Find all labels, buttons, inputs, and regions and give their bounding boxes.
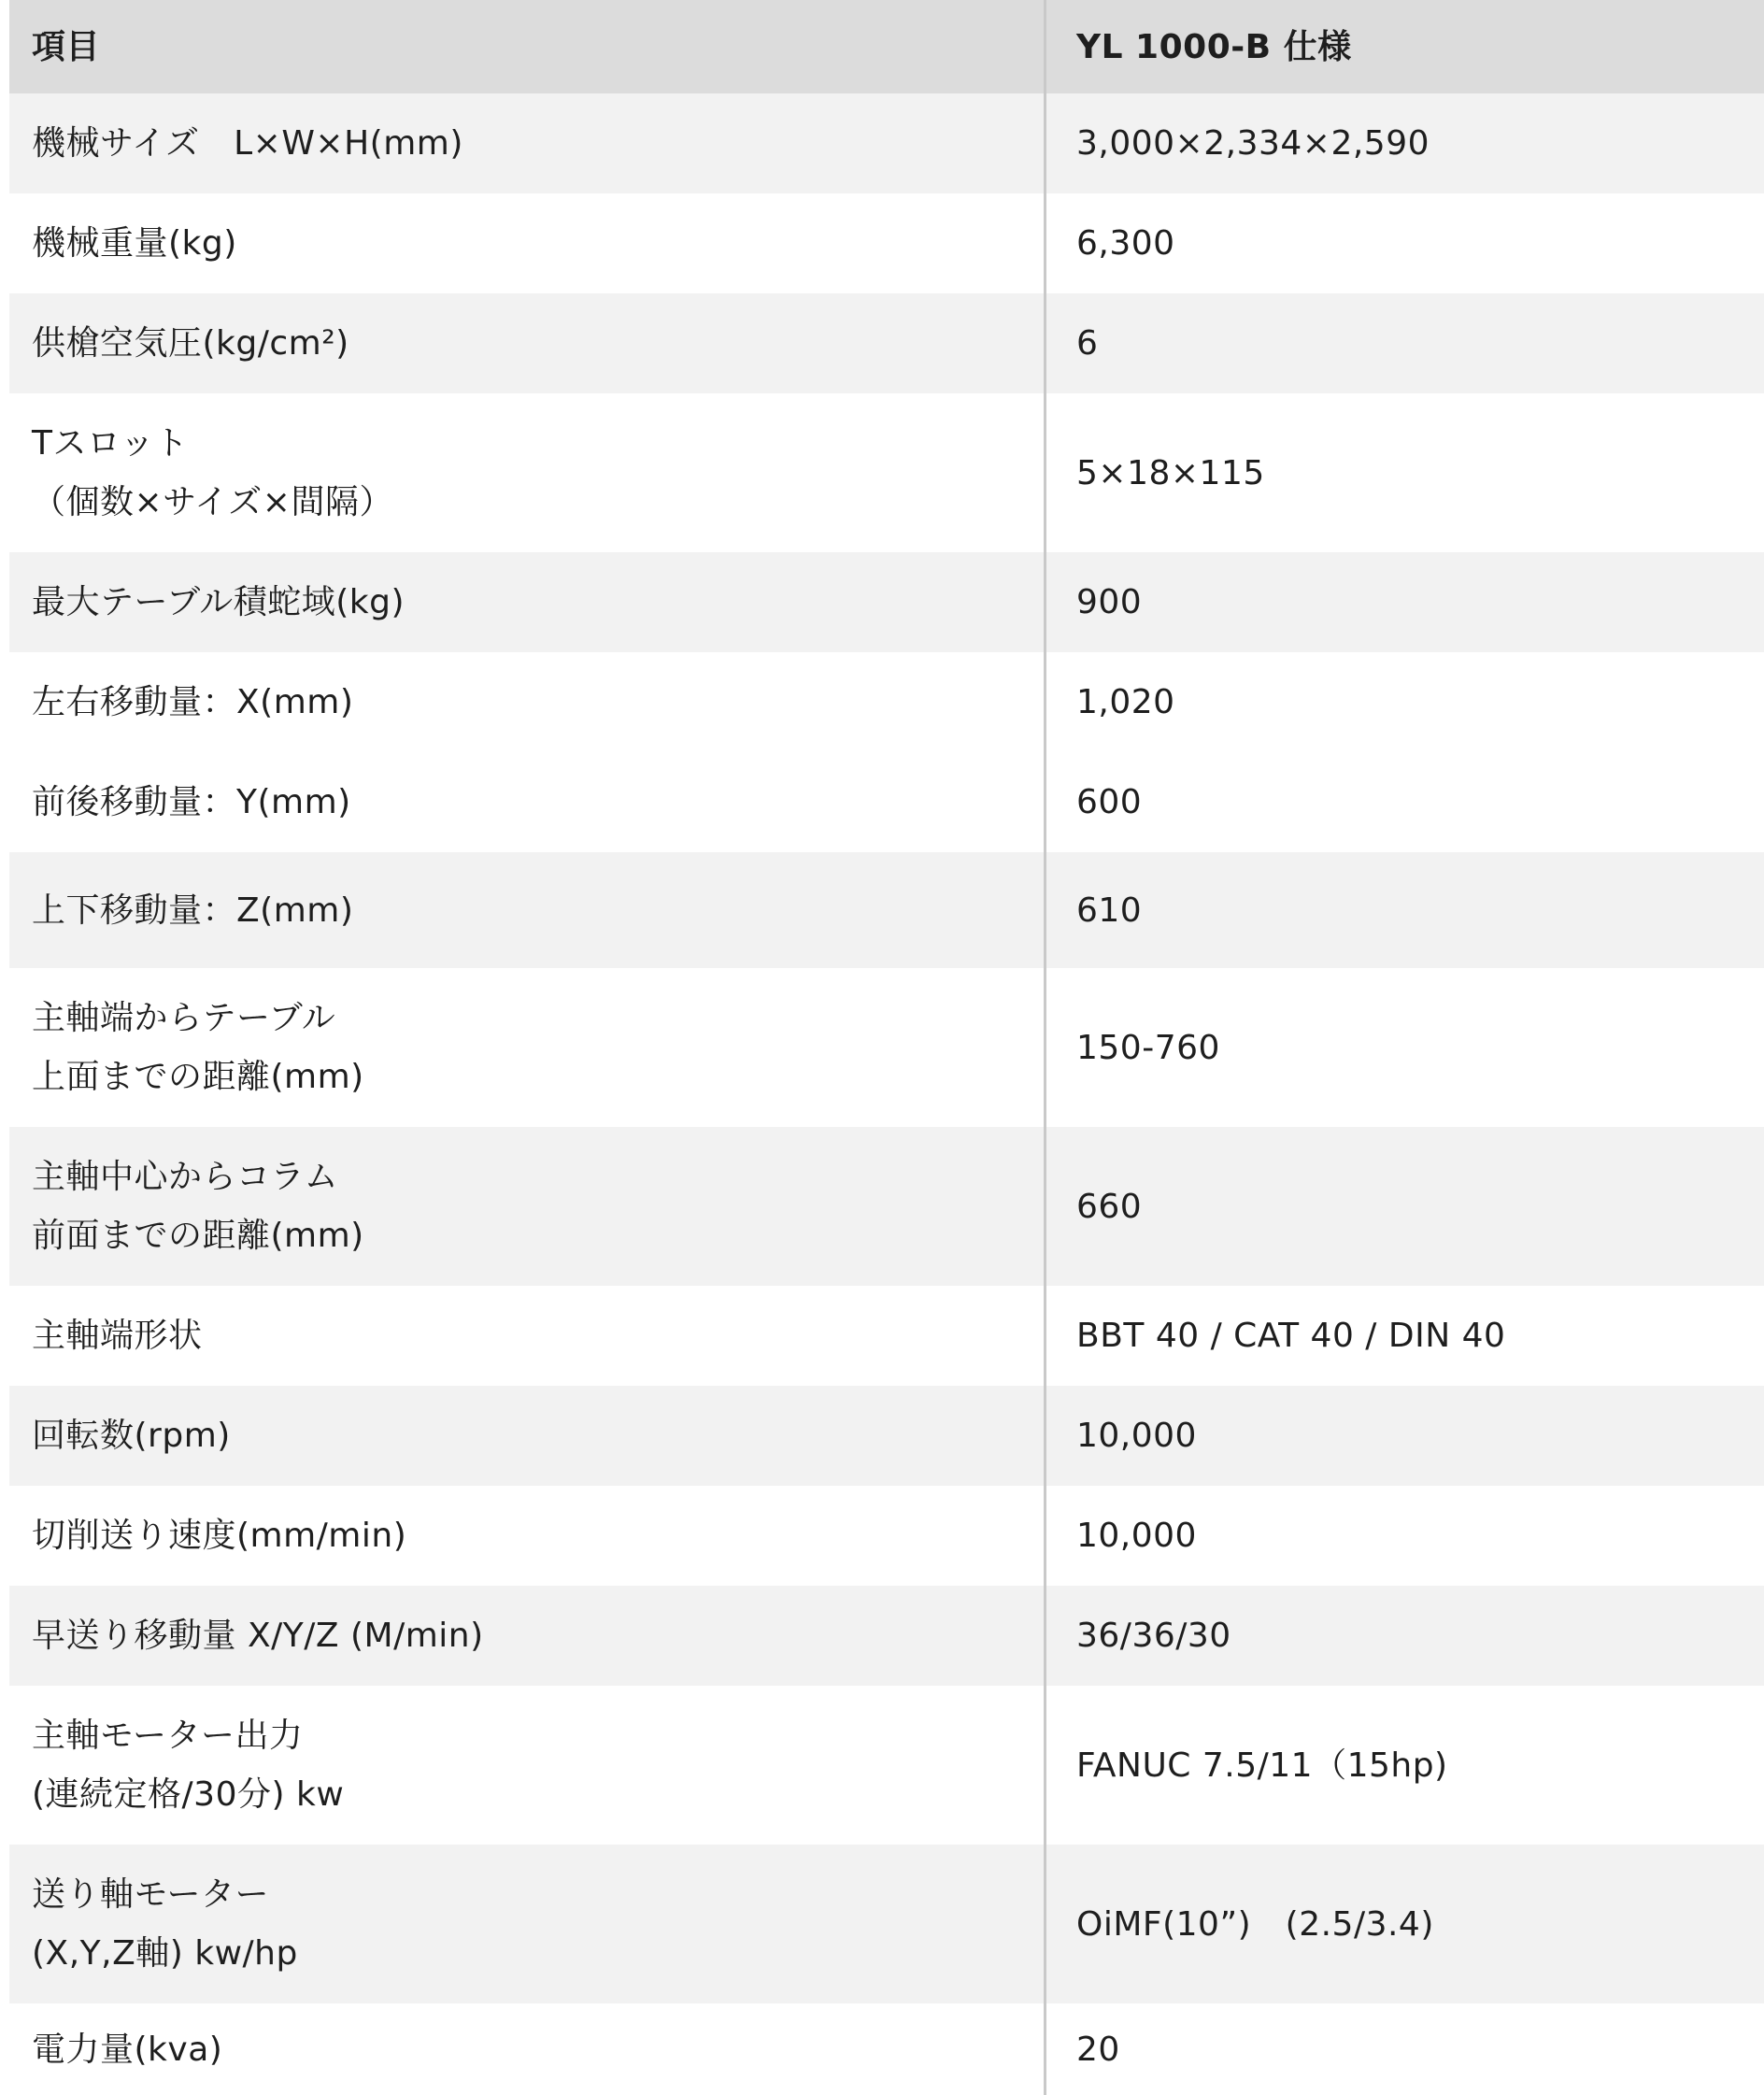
row-value: 3,000×2,334×2,590 [1046, 93, 1764, 193]
row-item [9, 1486, 1046, 1586]
row-item-line: 上下移動量：Z(mm) [32, 891, 354, 930]
row-value: 10,000 [1046, 1486, 1764, 1586]
row-item-line: （個数×サイズ×間隔） [32, 483, 393, 521]
row-item [9, 2003, 1046, 2095]
header-item: 項目 [9, 0, 1046, 93]
row-item [9, 968, 1046, 1127]
row-item [9, 752, 1046, 852]
row-value: 6,300 [1046, 193, 1764, 293]
row-item [9, 393, 1046, 552]
row-item [9, 1386, 1046, 1486]
row-value: OiMF(10”) (2.5/3.4) [1046, 1845, 1764, 2003]
row-item-line: 機械サイズ L×W×H(mm) [32, 124, 463, 163]
row-value: 20 [1046, 2003, 1764, 2095]
row-value: 600 [1046, 752, 1764, 852]
row-item-line: 主軸端からテーブル [32, 999, 336, 1037]
row-item [9, 193, 1046, 293]
row-item-line: 最大テーブル積蛇域(kg) [32, 583, 405, 621]
header-value: YL 1000-B 仕様 [1046, 0, 1764, 93]
row-item-line: 回転数(rpm) [32, 1417, 231, 1455]
row-item [9, 1845, 1046, 2003]
spec-table [9, 0, 1764, 2095]
row-item [9, 293, 1046, 393]
row-item [9, 652, 1046, 752]
row-value: 900 [1046, 552, 1764, 652]
row-item-line: 切削送り速度(mm/min) [32, 1517, 407, 1555]
row-value: 1,020 [1046, 652, 1764, 752]
row-item [9, 852, 1046, 968]
row-item-line: 主軸中心からコラム [32, 1158, 339, 1196]
row-item [9, 1127, 1046, 1286]
row-item-line: 送り軸モーター [32, 1875, 270, 1914]
row-value: 36/36/30 [1046, 1586, 1764, 1686]
row-item-line: (連続定格/30分) kw [32, 1775, 345, 1814]
row-item [9, 552, 1046, 652]
row-value: 610 [1046, 852, 1764, 968]
row-item [9, 93, 1046, 193]
row-value: FANUC 7.5/11（15hp) [1046, 1686, 1764, 1845]
row-value: 150-760 [1046, 968, 1764, 1127]
row-value: 10,000 [1046, 1386, 1764, 1486]
row-value: 660 [1046, 1127, 1764, 1286]
row-item-line: 前後移動量：Y(mm) [32, 783, 351, 821]
row-item-line: Tスロット [32, 424, 189, 463]
row-item [9, 1686, 1046, 1845]
row-item-line: 電力量(kva) [32, 2030, 223, 2069]
row-item-line: 早送り移動量 X/Y/Z (M/min) [32, 1617, 484, 1655]
row-value: BBT 40 / CAT 40 / DIN 40 [1046, 1286, 1764, 1386]
row-item [9, 1286, 1046, 1386]
row-item-line: 主軸モーター出力 [32, 1717, 304, 1755]
row-value: 5×18×115 [1046, 393, 1764, 552]
row-item-line: 前面までの距離(mm) [32, 1217, 364, 1255]
row-item-line: 供槍空気圧(kg/cm²) [32, 324, 349, 363]
row-value: 6 [1046, 293, 1764, 393]
row-item-line: 主軸端形状 [32, 1317, 203, 1355]
row-item-line: 上面までの距離(mm) [32, 1058, 364, 1096]
row-item-line: 機械重量(kg) [32, 224, 237, 263]
row-item-line: 左右移動量：X(mm) [32, 683, 354, 721]
row-item [9, 1586, 1046, 1686]
row-item-line: (X,Y,Z軸) kw/hp [32, 1934, 298, 1973]
